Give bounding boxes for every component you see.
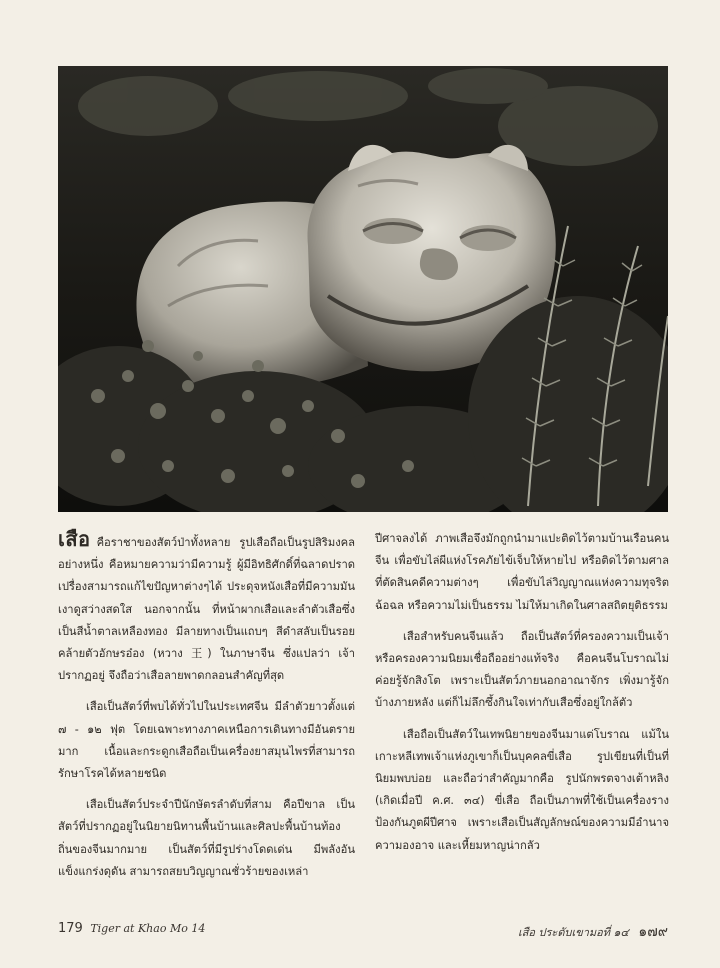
thai-page-number: ๑๗๙ — [638, 924, 668, 940]
footer-right — [518, 921, 668, 941]
thai-title: เสือ ประดับเขามอที่ ๑๔ — [517, 926, 629, 939]
photo-illustration — [58, 66, 668, 512]
article-paragraph — [58, 528, 355, 687]
tiger-eye-left — [363, 218, 423, 244]
paragraph-text: คือราชาของสัตว์ป่าทั้งหลาย รูปเสือถือเป็นรูปสิริมงคลอย่างหนึ่ง คือหมายความว่ามีความรู้ ผู้มีอิทธิศักดิ์ที่ฉลาดปราดเปรื่องสามารถแก้ไขปัญหาต่างๆได้ ประดุจหนังเสือที่มีความมันเงาดูสว่างสดใส นอกจากนั้น ที่หน้าผากเสือและลำตัวเสือซึ่งเป็นสีน้ำตาลเหลืองทอง มีลายทางเป็นแถบๆ สีดำสลับเป็นรอยคล้ายตัวอักษรอ๋อง (หวาง 王) ในภาษาจีน ซึ่งแปลว่า เจ้า ปรากฏอยู่ จึงถือว่าเสือลายพาดกลอนสำคัญที่สุด — [58, 536, 355, 683]
tiger-sculpture-photo — [58, 66, 668, 512]
article-paragraph: เสือเป็นสัตว์ที่พบได้ทั่วไปในประเทศจีน มีลำตัวยาวตั้งแต่ ๗ - ๑๒ ฟุต โดยเฉพาะทางภาคเหนือการเดินทางมีอันตรายมาก เนื้อและกระดูกเสือถือเป็นเครื่องยาสมุนไพรที่สามารถรักษาโรคได้หลายชนิด — [58, 700, 355, 781]
english-title: Tiger at Khao Mo 14 — [90, 922, 206, 935]
footer-left — [58, 921, 205, 941]
page-number: 179 — [58, 921, 83, 936]
article-column-right — [375, 528, 669, 866]
article-paragraph: เสือถือเป็นสัตว์ในเทพนิยายของจีนมาแต่โบราณ แม้ในเกาะหลีเทพเจ้าแห่งภูเขาก็เป็นบุคคลขี่เสือ รูปเขียนที่เป็นที่นิยมพบบ่อย และถือว่าสำคัญมากคือ รูปนักพรตจางเต้าหลิง (เกิดเมื่อปี ค.ศ. ๓๔) ขี่เสือ ถือเป็นภาพที่ใช้เป็นเครื่องรางป้องกันภูตผีปีศาจ เพราะเสือเป็นสัญลักษณ์ของความมีอำนาจ ความองอาจ และเหี้ยมหาญน่ากลัว — [375, 727, 669, 852]
article-paragraph: ปีศาจลงได้ ภาพเสือจึงมักถูกนำมาแปะติดไว้ตามบ้านเรือนคนจีน เพื่อขับไล่ผีแห่งโรคภัยไข้เจ็บให้หายไป หรือติดไว้ตามศาลที่ตัดสินคดีความต่างๆ เพื่อขับไล่วิญญาณแห่งความทุจริต ฉ้อฉล หรือความไม่เป็นธรรม ไม่ให้มาเกิดในศาลสถิตยุติธรรม — [375, 532, 669, 612]
lead-word: เสือ — [58, 527, 91, 551]
article-column-left — [58, 528, 355, 892]
article-paragraph: เสือสำหรับคนจีนแล้ว ถือเป็นสัตว์ที่ครองความเป็นเจ้า หรือครองความนิยมเชื่อถืออย่างแท้จริง คือคนจีนโบราณไม่ค่อยรู้จักสิงโต เพราะเป็นสัตว์ภายนอกอาณาจักร เพิ่งมารู้จักบ้างภายหลัง แต่ก็ไม่ลึกซึ้งกินใจเท่ากับเสือซึ่งอยู่ใกล้ตัว — [375, 629, 669, 710]
article-paragraph: เสือเป็นสัตว์ประจำปีนักษัตรลำดับที่สาม คือปีขาล เป็นสัตว์ที่ปรากฏอยู่ในนิยายนิทานพื้นบ้านและศิลปะพื้นบ้านท้องถิ่นของจีนมากมาย เป็นสัตว์ที่มีรูปร่างโดดเด่น มีพลังอันแข็งแกร่งดุดัน สามารถสยบวิญญาณชั่วร้ายของเหล่า — [58, 798, 355, 878]
